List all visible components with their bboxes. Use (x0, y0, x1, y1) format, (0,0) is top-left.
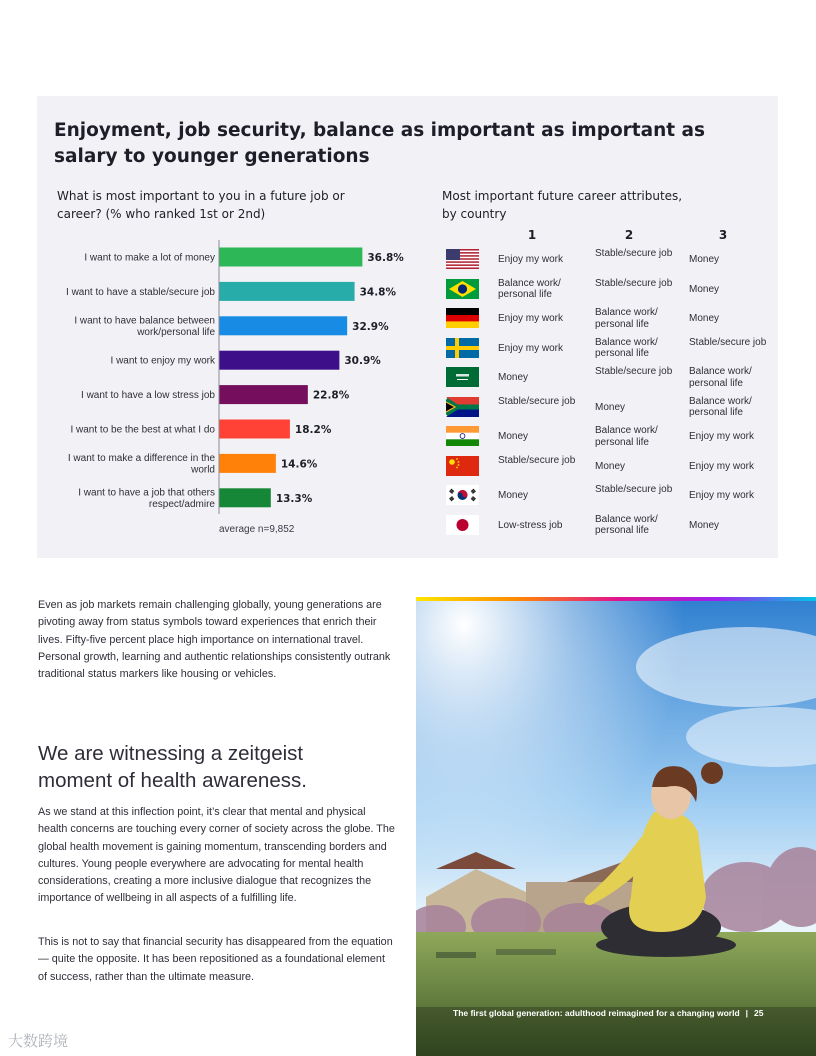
accent-gradient-bar (416, 597, 816, 601)
rank-3-attribute: Money (689, 313, 720, 324)
rank-3-attribute: Enjoy my work (689, 490, 755, 501)
country-row (446, 363, 776, 392)
intro-paragraph: Even as job markets remain challenging globally, young generations are pivoting away from status symbols toward experiences that enrich their lives. Fifty-five percent place high importance on international travel. Personal growth, learning and authentic relationships consistently outrank traditional status markers like housing or vehicles. (38, 599, 391, 681)
bar-value-label: 36.8% (367, 252, 404, 264)
country-row (446, 452, 776, 481)
bar-value-label: 14.6% (280, 458, 318, 471)
country-row (446, 481, 776, 510)
rank-2-attribute: Balance work/ personal life (595, 307, 658, 330)
rank-header-1: 1 (527, 228, 537, 242)
bar (219, 282, 355, 301)
rank-2-attribute: Balance work/ personal life (595, 336, 658, 359)
country-row (446, 245, 776, 274)
rank-2-attribute: Stable/secure job (595, 366, 673, 377)
bar-category-label: I want to have a stable/secure job (66, 286, 215, 298)
chart-question: What is most important to you in a future job or career? (% who ranked 1st or 2nd) (57, 189, 345, 221)
watermark-logo: 大数跨境 (8, 1033, 69, 1050)
rank-2-attribute: Money (595, 460, 626, 472)
rank-1-attribute: Money (498, 431, 529, 442)
bar-category-label: I want to be the best at what I do (70, 424, 215, 436)
bar-category-label: I want to have a low stress job (81, 390, 215, 402)
bar-value-label: 22.8% (312, 389, 350, 402)
bar-category-label: I want to make a difference in the world (67, 453, 215, 476)
bar-value-label: 34.8% (359, 286, 397, 299)
japan-flag-icon (446, 515, 479, 535)
bar-category-label: I want to enjoy my work (110, 355, 215, 367)
rank-3-attribute: Money (689, 519, 720, 531)
bar-value-label: 18.2% (294, 424, 332, 436)
country-row (446, 334, 776, 363)
country-row (446, 275, 776, 304)
page-number: 25 (754, 1008, 764, 1018)
rank-3-attribute: Money (689, 283, 720, 295)
country-row (446, 304, 776, 333)
bar (219, 248, 362, 267)
rank-3-attribute: Enjoy my work (689, 431, 755, 442)
rank-3-attribute: Enjoy my work (689, 460, 755, 472)
india-flag-icon (446, 426, 479, 446)
bar (219, 385, 308, 404)
rank-3-attribute: Money (689, 254, 720, 265)
rank-3-attribute: Stable/secure job (689, 336, 767, 348)
rank-1-attribute: Enjoy my work (498, 342, 564, 354)
rank-2-attribute: Balance work/ personal life (595, 513, 658, 536)
rank-2-attribute: Stable/secure job (595, 277, 673, 289)
meditation-photo (416, 597, 816, 1056)
brazil-flag-icon (446, 279, 479, 299)
section-heading: We are witnessing a zeitgeist moment of health awareness. (38, 742, 307, 792)
rank-1-attribute: Enjoy my work (498, 313, 564, 324)
rank-1-attribute: Money (498, 490, 529, 501)
rank-1-attribute: Stable/secure job (498, 454, 576, 466)
country-row (446, 422, 776, 451)
meditating-woman-illustration (416, 597, 816, 1056)
bar-chart (37, 236, 407, 521)
usa-flag-icon (446, 249, 479, 269)
rank-3-attribute: Balance work/ personal life (689, 395, 752, 418)
bar-category-label: I want to make a lot of money (84, 252, 215, 264)
saudi-arabia-flag-icon (446, 367, 479, 387)
page-footer (453, 1008, 764, 1018)
rank-header-3: 3 (718, 228, 728, 242)
bar (219, 316, 347, 335)
footer-title: The first global generation: adulthood reimagined for a changing world (453, 1008, 740, 1018)
sweden-flag-icon (446, 338, 479, 358)
panel-title: Enjoyment, job security, balance as important as important as salary to younger generations (54, 120, 706, 167)
south-africa-flag-icon (446, 397, 479, 417)
bar-value-label: 13.3% (275, 492, 313, 505)
china-flag-icon (446, 456, 479, 476)
country-row (446, 393, 776, 422)
rank-header-2: 2 (624, 228, 634, 242)
chart-panel (37, 96, 778, 558)
bar (219, 420, 290, 439)
finance-paragraph: This is not to say that financial security has disappeared from the equation — quite the opposite. It has been repositioned as a foundational element of success, rather than the ultimate measure. (38, 936, 393, 983)
rank-2-attribute: Balance work/ personal life (595, 425, 658, 448)
health-paragraph: As we stand at this inflection point, it’s clear that mental and physical health concerns are touching every corner of society across the globe. The global health movement is gaining momentum, transcending borders and cultures. Young people everywhere are advocating for mental health considerations, creating a more inclusive dialogue that recognizes the importance of wellbeing in all aspects of a fulfilling life. (38, 806, 395, 905)
bar-value-label: 32.9% (352, 320, 389, 333)
rank-1-attribute: Balance work/ personal life (498, 277, 561, 300)
bar (219, 488, 271, 507)
bar (219, 454, 276, 473)
country-row (446, 511, 776, 540)
rank-2-attribute: Stable/secure job (595, 248, 673, 259)
bar (219, 351, 339, 370)
bar-value-label: 30.9% (344, 355, 381, 368)
bar-category-label: I want to have a job that others respect/admire (78, 487, 215, 511)
country-table-title: Most important future career attributes, by country (442, 189, 683, 221)
rank-1-attribute: Low-stress job (498, 519, 563, 531)
germany-flag-icon (446, 308, 479, 328)
footer-separator: | (745, 1008, 749, 1018)
rank-1-attribute: Money (498, 372, 529, 383)
rank-1-attribute: Stable/secure job (498, 395, 576, 407)
south-korea-flag-icon (446, 485, 479, 505)
sample-size-note: average n=9,852 (219, 524, 295, 535)
rank-1-attribute: Enjoy my work (498, 254, 564, 265)
rank-2-attribute: Stable/secure job (595, 484, 673, 495)
rank-2-attribute: Money (595, 401, 626, 413)
rank-3-attribute: Balance work/ personal life (689, 366, 752, 389)
bar-category-label: I want to have balance between work/personal life (74, 315, 215, 339)
